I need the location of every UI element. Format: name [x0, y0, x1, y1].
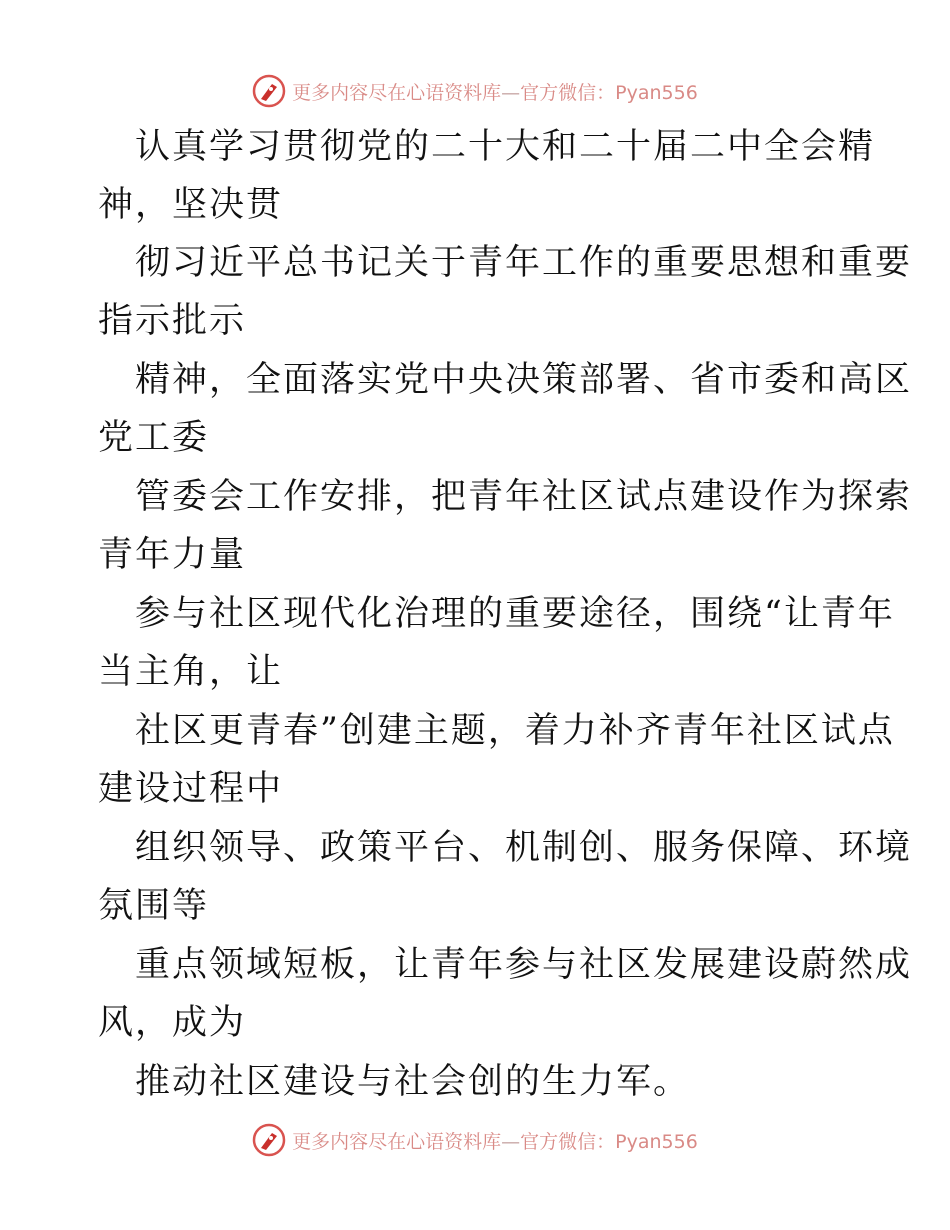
watermark-main-text: 更多内容尽在心语资料库	[292, 81, 502, 104]
body-line: 精神，全面落实党中央决策部署、省市委和高区	[135, 360, 913, 400]
body-line: 党工委	[98, 418, 210, 458]
body-line: 当主角，让	[98, 652, 284, 692]
body-line: 认真学习贯彻党的二十大和二十届二中全会精	[135, 127, 876, 167]
body-line: 管委会工作安排，把青年社区试点建设作为探索	[135, 477, 913, 517]
pen-nib-logo-icon	[252, 74, 286, 108]
watermark-wechat-text: 官方微信：Pyan556	[520, 81, 698, 104]
watermark-wechat-text: 官方微信：Pyan556	[520, 1130, 698, 1153]
body-line: 风，成为	[98, 1003, 247, 1043]
body-line: 青年力量	[98, 535, 247, 575]
watermark-main-text: 更多内容尽在心语资料库	[292, 1130, 502, 1153]
body-line: 推动社区建设与社会创的生力军。	[135, 1062, 691, 1102]
body-line: 社区更青春”创建主题，着力补齐青年社区试点	[135, 711, 895, 751]
footer-watermark	[0, 1120, 950, 1160]
watermark-separator: —	[501, 81, 521, 104]
body-line: 指示批示	[98, 301, 247, 341]
body-line: 建设过程中	[98, 769, 284, 809]
body-line: 参与社区现代化治理的重要途径，围绕“让青年	[135, 594, 895, 634]
body-line: 神，坚决贯	[98, 185, 284, 225]
body-line: 重点领域短板，让青年参与社区发展建设蔚然成	[135, 945, 913, 985]
header-watermark	[0, 71, 950, 111]
body-line: 彻习近平总书记关于青年工作的重要思想和重要	[135, 243, 913, 283]
pen-nib-logo-icon	[252, 1123, 286, 1157]
watermark-separator: —	[501, 1130, 521, 1153]
body-line: 组织领导、政策平台、机制创、服务保障、环境	[135, 828, 913, 868]
body-line: 氛围等	[98, 886, 210, 926]
